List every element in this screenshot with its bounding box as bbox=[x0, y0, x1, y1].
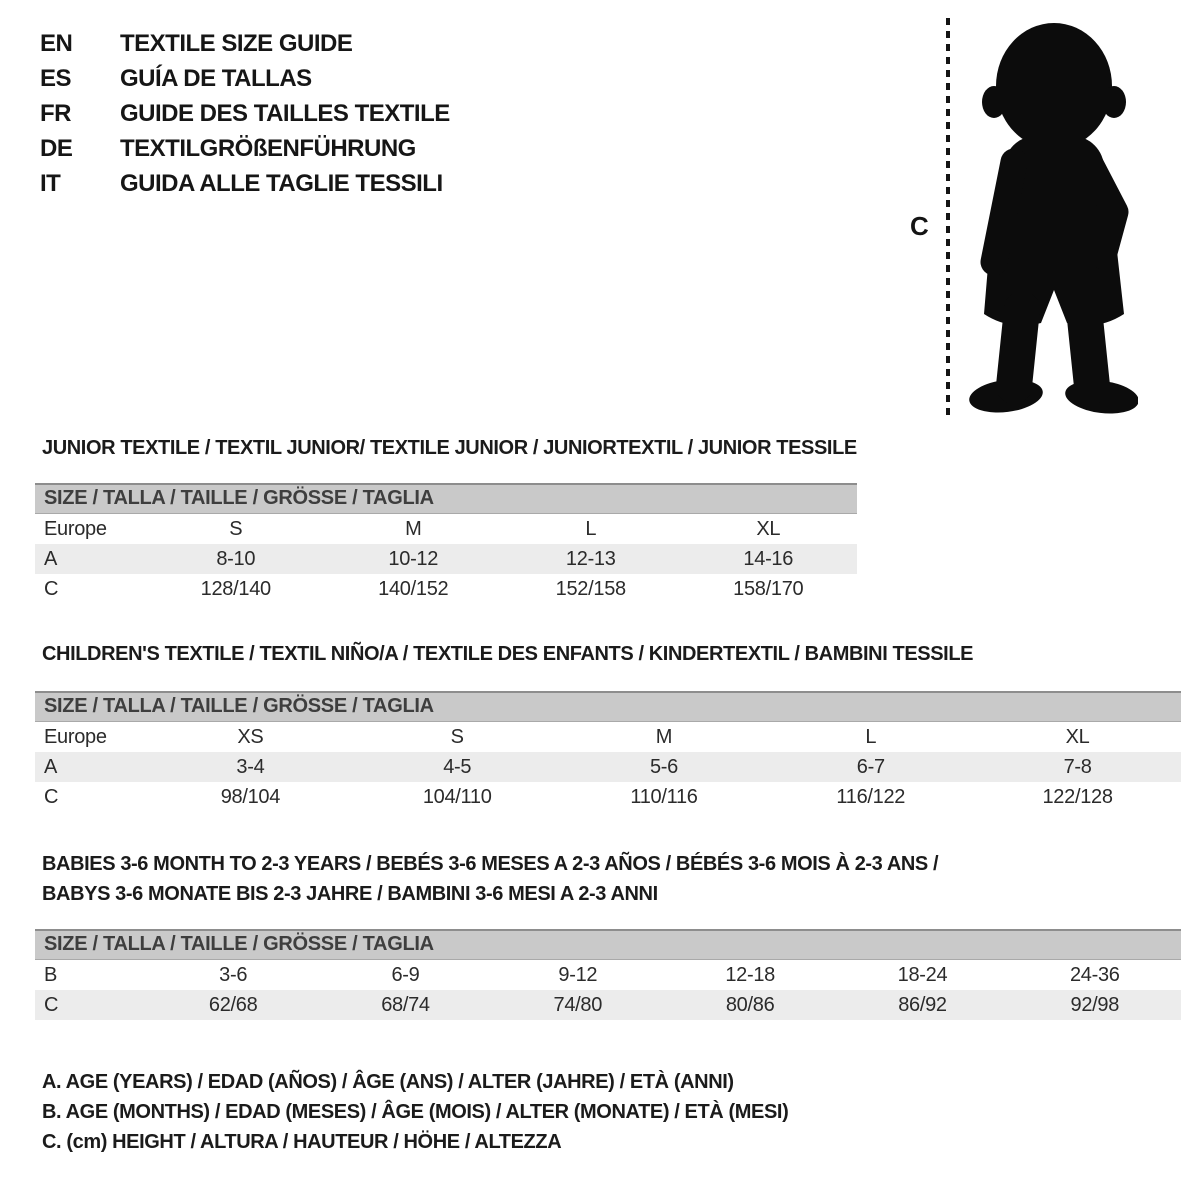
table-row bbox=[35, 752, 1181, 782]
table-cell: 7-8 bbox=[1063, 756, 1092, 778]
table-cell: 158/170 bbox=[733, 578, 804, 600]
table-cell: 86/92 bbox=[898, 994, 947, 1016]
table-cell: M bbox=[655, 726, 673, 748]
table-cell: S bbox=[229, 518, 243, 540]
lang-title: GUIDA ALLE TAGLIE TESSILI bbox=[120, 170, 443, 197]
junior-section-title: JUNIOR TEXTILE / TEXTIL JUNIOR/ TEXTILE JUNIOR / JUNIORTEXTIL / JUNIOR TESSILE bbox=[42, 437, 857, 459]
table-row bbox=[35, 782, 1181, 812]
table-cell: 122/128 bbox=[1042, 786, 1113, 808]
lang-row-it bbox=[40, 166, 450, 201]
table-cell: 3-6 bbox=[219, 964, 248, 986]
table-cell: XL bbox=[756, 518, 781, 540]
table-cell: 62/68 bbox=[208, 994, 258, 1016]
lang-title: TEXTILE SIZE GUIDE bbox=[120, 30, 353, 57]
table-cell: 74/80 bbox=[553, 994, 603, 1016]
table-cell: S bbox=[450, 726, 464, 748]
table-cell: 116/122 bbox=[836, 786, 906, 808]
children-size-table bbox=[35, 691, 1181, 812]
table-cell: 68/74 bbox=[381, 994, 430, 1016]
table-cell: 10-12 bbox=[388, 548, 439, 570]
row-label: A bbox=[44, 548, 58, 570]
lang-title: GUIDE DES TAILLES TEXTILE bbox=[120, 100, 450, 127]
lang-title: TEXTILGRÖßENFÜHRUNG bbox=[120, 135, 416, 162]
table-cell: 92/98 bbox=[1070, 994, 1120, 1016]
table-row bbox=[35, 574, 857, 604]
size-header-band: SIZE / TALLA / TAILLE / GRÖSSE / TAGLIA bbox=[35, 691, 1181, 722]
table-cell: 18-24 bbox=[897, 964, 948, 986]
table-cell: 128/140 bbox=[200, 578, 271, 600]
footnote-a: A. AGE (YEARS) / EDAD (AÑOS) / ÂGE (ANS) / ALTER (JAHRE) / ETÀ (ANNI) bbox=[42, 1071, 734, 1093]
table-cell: L bbox=[585, 518, 597, 540]
junior-size-table bbox=[35, 483, 857, 604]
table-cell: 110/116 bbox=[630, 786, 698, 808]
table-cell: 12-18 bbox=[725, 964, 775, 986]
table-cell: 98/104 bbox=[220, 786, 281, 808]
lang-code: IT bbox=[40, 170, 61, 197]
lang-row-es bbox=[40, 61, 450, 96]
row-label: C bbox=[44, 578, 59, 600]
babies-section-title-line2: BABYS 3-6 MONATE BIS 2-3 JAHRE / BAMBINI 3-6 MESI A 2-3 ANNI bbox=[42, 883, 658, 905]
table-row bbox=[35, 990, 1181, 1020]
babies-size-table bbox=[35, 929, 1181, 1020]
table-cell: M bbox=[405, 518, 422, 540]
language-title-list bbox=[40, 26, 450, 201]
table-row bbox=[35, 514, 857, 544]
table-cell: 6-7 bbox=[856, 756, 885, 778]
lang-row-de bbox=[40, 131, 450, 166]
lang-code: DE bbox=[40, 135, 73, 162]
children-section-title: CHILDREN'S TEXTILE / TEXTIL NIÑO/A / TEXTILE DES ENFANTS / KINDERTEXTIL / BAMBINI TESSILE bbox=[42, 643, 974, 665]
table-cell: 80/86 bbox=[725, 994, 775, 1016]
babies-section-title-line1: BABIES 3-6 MONTH TO 2-3 YEARS / BEBÉS 3-6 MESES A 2-3 AÑOS / BÉBÉS 3-6 MOIS À 2-3 ANS / bbox=[42, 853, 939, 875]
height-measure-label: C bbox=[910, 211, 929, 241]
lang-row-en bbox=[40, 26, 450, 61]
table-row bbox=[35, 544, 857, 574]
table-cell: 8-10 bbox=[216, 548, 256, 570]
row-label: C bbox=[44, 786, 59, 808]
row-label: Europe bbox=[44, 726, 107, 748]
table-row bbox=[35, 960, 1181, 990]
table-cell: 12-13 bbox=[565, 548, 616, 570]
table-cell: 152/158 bbox=[555, 578, 626, 600]
footnote-b: B. AGE (MONTHS) / EDAD (MESES) / ÂGE (MOIS) / ALTER (MONATE) / ETÀ (MESI) bbox=[42, 1101, 789, 1123]
table-cell: 9-12 bbox=[558, 964, 598, 986]
lang-code: FR bbox=[40, 100, 71, 127]
toddler-silhouette-icon bbox=[964, 14, 1138, 420]
row-label: A bbox=[44, 756, 58, 778]
lang-title: GUÍA DE TALLAS bbox=[120, 65, 312, 92]
table-row bbox=[35, 722, 1181, 752]
lang-code: ES bbox=[40, 65, 72, 92]
height-measure-dashed-line bbox=[944, 16, 952, 418]
table-cell: 4-5 bbox=[443, 756, 472, 778]
row-label: Europe bbox=[44, 518, 107, 540]
footnote-c: C. (cm) HEIGHT / ALTURA / HAUTEUR / HÖHE / ALTEZZA bbox=[42, 1131, 562, 1153]
table-cell: 14-16 bbox=[743, 548, 794, 570]
row-label: B bbox=[44, 964, 58, 986]
row-label: C bbox=[44, 994, 59, 1016]
table-cell: 104/110 bbox=[422, 786, 492, 808]
table-cell: 5-6 bbox=[649, 756, 678, 778]
size-header-band: SIZE / TALLA / TAILLE / GRÖSSE / TAGLIA bbox=[35, 483, 857, 514]
table-cell: XS bbox=[237, 726, 264, 748]
lang-row-fr bbox=[40, 96, 450, 131]
size-header-band: SIZE / TALLA / TAILLE / GRÖSSE / TAGLIA bbox=[35, 929, 1181, 960]
lang-code: EN bbox=[40, 30, 73, 57]
table-cell: 6-9 bbox=[391, 964, 420, 986]
table-cell: 140/152 bbox=[378, 578, 449, 600]
table-cell: XL bbox=[1065, 726, 1090, 748]
table-cell: 3-4 bbox=[236, 756, 265, 778]
table-cell: L bbox=[865, 726, 877, 748]
table-cell: 24-36 bbox=[1069, 964, 1120, 986]
